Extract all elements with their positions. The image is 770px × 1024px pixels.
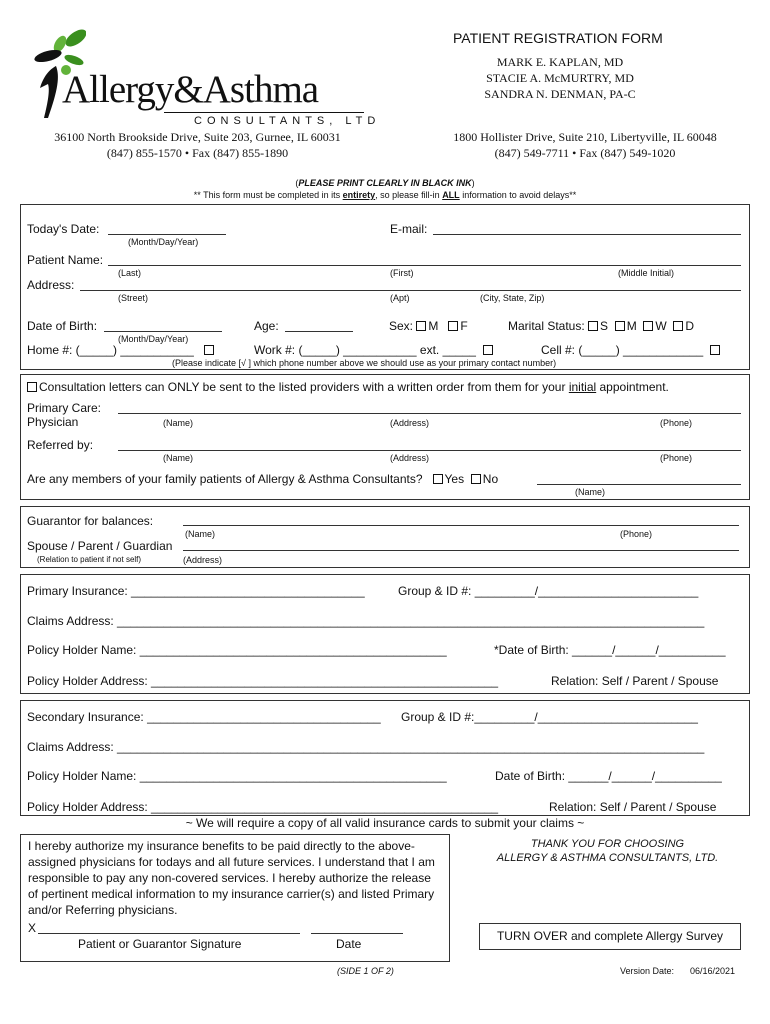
age-label: Age: [254, 319, 279, 333]
signature-x: X [28, 921, 37, 935]
guarantor-name-field[interactable] [183, 525, 739, 526]
ref-address-hint: (Address) [390, 453, 430, 463]
physician-label: Physician [27, 415, 79, 429]
turn-over-text: TURN OVER and complete Allergy Survey [496, 929, 724, 943]
signature-date-field[interactable] [311, 933, 403, 934]
authorization-text: I hereby authorize my insurance benefits to be paid directly to the above-assigned physicians for todays and all future services. I understand that I am responsible to pay any non-covered services. I hereby authorize the release of pertinent medical information to my insurance carrier(s) and listed Primary and/or Referring physicians. [28, 839, 435, 917]
family-name-hint: (Name) [575, 487, 606, 497]
instructions-line-2: ** This form must be completed in its entirety, so please fill-in ALL information to avoid delays** [193, 190, 577, 200]
marital-single-checkbox[interactable] [588, 321, 598, 331]
age-field[interactable] [285, 331, 353, 332]
primary-group-field[interactable]: Group & ID #: _________/________________________ [398, 584, 699, 598]
guarantor-phone-hint: (Phone) [620, 529, 653, 539]
turn-over-box [479, 923, 741, 950]
referred-by-label: Referred by: [27, 438, 94, 452]
work-primary-checkbox[interactable] [483, 345, 493, 355]
primary-insurance-field[interactable]: Primary Insurance: ___________________________________ [27, 584, 365, 598]
pcp-address-hint: (Address) [390, 418, 430, 428]
pcp-name-hint: (Name) [163, 418, 194, 428]
instructions-line-1: (PLEASE PRINT CLEARLY IN BLACK INK) [295, 178, 475, 188]
family-question: Are any members of your family patients of Allergy & Asthma Consultants? Yes No [27, 472, 499, 486]
patient-name-field[interactable] [108, 265, 741, 266]
addr-city-hint: (City, State, Zip) [480, 293, 545, 303]
marital-married-checkbox[interactable] [615, 321, 625, 331]
cell-primary-checkbox[interactable] [710, 345, 720, 355]
address-label: Address: [27, 278, 75, 292]
secondary-insurance-field[interactable]: Secondary Insurance: ___________________________________ [27, 710, 381, 724]
secondary-holder-name-field[interactable]: Policy Holder Name: ______________________________________________ [27, 769, 447, 783]
form-title: PATIENT REGISTRATION FORM [453, 30, 663, 46]
home-primary-checkbox[interactable] [204, 345, 214, 355]
guarantor-address-field[interactable] [183, 550, 739, 551]
primary-holder-name-field[interactable]: Policy Holder Name: ______________________________________________ [27, 643, 447, 657]
logo [24, 26, 381, 127]
side-indicator: (SIDE 1 OF 2) [337, 966, 394, 976]
primary-care-label: Primary Care: [27, 401, 102, 415]
name-first-hint: (First) [390, 268, 414, 278]
thank-you-line-1: THANK YOU FOR CHOOSING [530, 838, 685, 850]
email-label: E-mail: [390, 222, 428, 236]
secondary-group-field[interactable]: Group & ID #:_________/________________________ [401, 710, 698, 724]
office-libertyville-address: 1800 Hollister Drive, Suite 210, Libertyville, IL 60048 [453, 130, 717, 144]
primary-holder-address-field[interactable]: Policy Holder Address: ____________________________________________________ [27, 674, 499, 688]
signature-label: Patient or Guarantor Signature [78, 937, 242, 951]
dob-label: Date of Birth: [27, 319, 98, 333]
logo-underline [164, 112, 364, 113]
name-last-hint: (Last) [118, 268, 142, 278]
office-gurnee-address: 36100 North Brookside Drive, Suite 203, Gurnee, IL 60031 [54, 130, 341, 144]
primary-relation[interactable]: Relation: Self / Parent / Spouse [551, 674, 719, 688]
marital-divorced-checkbox[interactable] [673, 321, 683, 331]
todays-date-field[interactable] [108, 234, 226, 235]
primary-claims-field[interactable]: Claims Address: ________________________________________________________________________________________ [27, 614, 705, 628]
sex-options: Sex: M F [389, 319, 468, 333]
version-label: Version Date: [620, 966, 675, 976]
sex-female-checkbox[interactable] [448, 321, 458, 331]
primary-care-field[interactable] [118, 413, 741, 414]
family-name-field[interactable] [537, 484, 741, 485]
logo-name: Allergy&Asthma [62, 68, 319, 111]
logo-subtitle: CONSULTANTS, LTD [194, 115, 381, 127]
sex-male-checkbox[interactable] [416, 321, 426, 331]
thank-you-line-2: ALLERGY & ASTHMA CONSULTANTS, LTD. [496, 852, 719, 864]
addr-apt-hint: (Apt) [390, 293, 410, 303]
patient-name-label: Patient Name: [27, 253, 104, 267]
referred-by-field[interactable] [118, 450, 741, 451]
consultation-notice: Consultation letters can ONLY be sent to the listed providers with a written order from them for your initial appointment. [27, 380, 669, 394]
ref-name-hint: (Name) [163, 453, 194, 463]
relation-label: Spouse / Parent / Guardian [27, 539, 173, 553]
todays-date-hint: (Month/Day/Year) [128, 237, 199, 247]
signature-date-label: Date [336, 937, 362, 951]
signature-field[interactable] [38, 933, 300, 934]
guarantor-name-hint: (Name) [185, 529, 216, 539]
secondary-claims-field[interactable]: Claims Address: ________________________________________________________________________________________ [27, 740, 705, 754]
address-field[interactable] [80, 290, 741, 291]
dob-field[interactable] [104, 331, 222, 332]
consultation-checkbox[interactable] [27, 382, 37, 392]
office-libertyville-phones: (847) 549-7711 • Fax (847) 549-1020 [494, 146, 676, 160]
cell-phone[interactable]: Cell #: (_____) ____________ [541, 343, 722, 357]
work-phone[interactable]: Work #: (_____) ___________ ext. _____ [254, 343, 495, 357]
pcp-phone-hint: (Phone) [660, 418, 693, 428]
name-middle-hint: (Middle Initial) [618, 268, 675, 278]
marital-options: Marital Status: S M W D [508, 319, 695, 333]
secondary-holder-dob-field[interactable]: Date of Birth: ______/______/__________ [495, 769, 722, 783]
family-no-checkbox[interactable] [471, 474, 481, 484]
office-gurnee-phones: (847) 855-1570 • Fax (847) 855-1890 [106, 146, 289, 160]
doctor-3: SANDRA N. DENMAN, PA-C [484, 87, 636, 101]
doctor-1: MARK E. KAPLAN, MD [496, 55, 624, 69]
secondary-holder-address-field[interactable]: Policy Holder Address: ____________________________________________________ [27, 800, 499, 814]
marital-widowed-checkbox[interactable] [643, 321, 653, 331]
todays-date-label: Today's Date: [27, 222, 100, 236]
dob-hint: (Month/Day/Year) [118, 334, 189, 344]
family-yes-checkbox[interactable] [433, 474, 443, 484]
insurance-card-note: ~ We will require a copy of all valid insurance cards to submit your claims ~ [185, 816, 585, 830]
email-field[interactable] [433, 234, 741, 235]
primary-holder-dob-field[interactable]: *Date of Birth: ______/______/__________ [494, 643, 726, 657]
doctor-2: STACIE A. McMURTRY, MD [486, 71, 634, 85]
guarantor-label: Guarantor for balances: [27, 514, 154, 528]
guarantor-address-hint: (Address) [183, 555, 223, 565]
home-phone[interactable]: Home #: (_____) ___________ [27, 343, 216, 357]
phone-note: (Please indicate [√ ] which phone number above we should use as your primary contact number) [172, 358, 557, 368]
ref-phone-hint: (Phone) [660, 453, 693, 463]
secondary-relation[interactable]: Relation: Self / Parent / Spouse [549, 800, 717, 814]
relation-hint: (Relation to patient if not self) [37, 555, 142, 564]
version-date: 06/16/2021 [690, 966, 736, 976]
addr-street-hint: (Street) [118, 293, 149, 303]
